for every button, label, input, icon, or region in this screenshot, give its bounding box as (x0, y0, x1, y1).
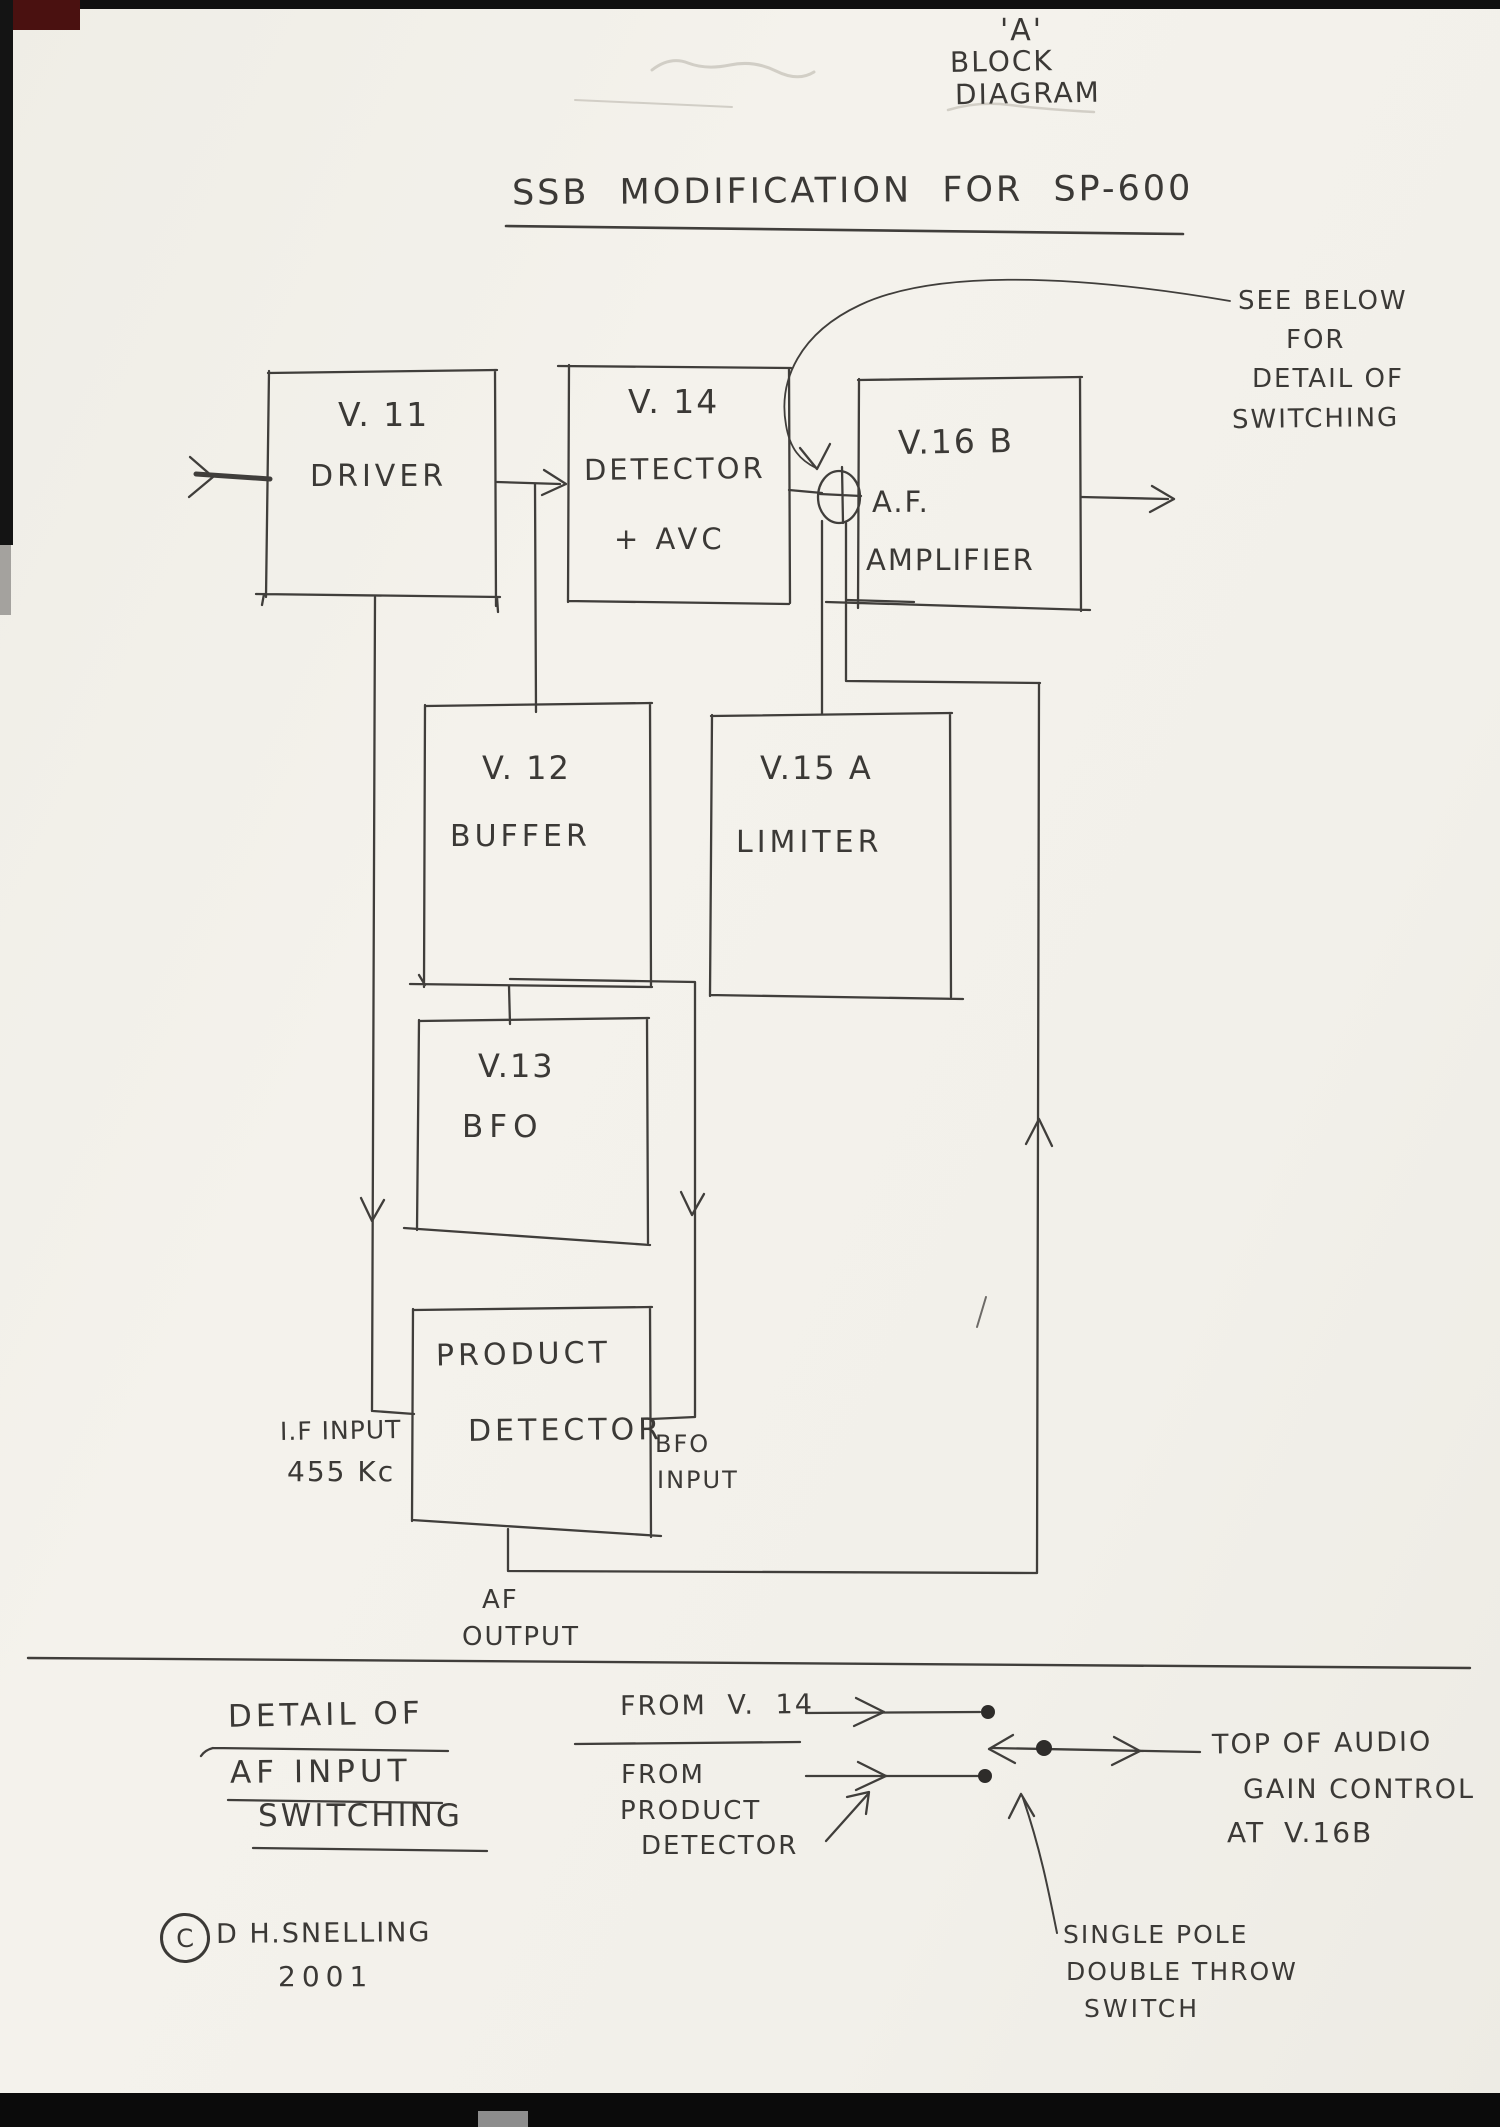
main-input-line (189, 457, 270, 497)
see-below-line2: FOR (1286, 325, 1346, 355)
af-output-line2: OUTPUT (462, 1622, 580, 1652)
corner-note-diagram: DIAGRAM (954, 75, 1102, 112)
v16b-name2: AMPLIFIER (866, 543, 1035, 577)
author-name: D H.SNELLING (215, 1917, 432, 1950)
v14-name: DETECTOR (583, 451, 766, 487)
af-output-line1: AF (482, 1585, 519, 1615)
from-v14-label: FROM V. 14 (619, 1688, 815, 1723)
switch-label-line3: SWITCH (1084, 1994, 1201, 2023)
v16b-name: A.F. (872, 485, 930, 519)
detail-heading-line2: AF INPUT (229, 1753, 412, 1791)
v13-name: BFO (462, 1109, 544, 1145)
detail-heading-line3: SWITCHING (258, 1798, 463, 1834)
from-product-pointer-arrow (826, 1792, 869, 1841)
product-detector-line1: PRODUCT (435, 1335, 612, 1374)
corner-note-a: 'A' (1000, 13, 1044, 48)
v14-id: V. 14 (628, 382, 720, 421)
switch-label-leader (1009, 1794, 1057, 1933)
v16b-id: V.16 B (897, 420, 1015, 463)
see-below-line4: SWITCHING (1231, 402, 1400, 436)
corner-note-block: BLOCK (949, 44, 1055, 79)
v11-to-v14-line (497, 470, 566, 712)
title-underline (506, 226, 1183, 234)
from-product-line2: PRODUCT (620, 1796, 762, 1826)
detail-heading-line1: DETAIL OF (227, 1695, 424, 1735)
switch-junction-circle (789, 467, 861, 523)
destination-line2: GAIN CONTROL (1243, 1774, 1475, 1805)
bfo-input-line2: INPUT (657, 1466, 739, 1494)
if-input-freq: 455 Kc (287, 1455, 396, 1488)
v15a-name: LIMITER (736, 825, 883, 860)
v15a-id: V.15 A (760, 749, 873, 787)
from-product-line1: FROM (621, 1760, 705, 1790)
see-below-line3: DETAIL OF (1252, 364, 1404, 394)
page-title: SSB MODIFICATION FOR SP-600 (511, 168, 1194, 214)
v16b-output-arrow (1081, 486, 1174, 512)
if-signal-rail (361, 597, 414, 1414)
see-below-line1: SEE BELOW (1238, 286, 1408, 316)
copyright-year: 2001 (278, 1960, 374, 1993)
from-product-line3: DETECTOR (641, 1831, 799, 1861)
section-divider-line (28, 1658, 1470, 1668)
destination-line1: TOP OF AUDIO (1211, 1726, 1433, 1761)
v12-id: V. 12 (482, 749, 571, 787)
v13-id: V.13 (478, 1047, 555, 1085)
copyright-letter: C (175, 1922, 195, 1954)
switch-wiper (989, 1735, 1200, 1765)
switch-label-line2: DOUBLE THROW (1066, 1957, 1298, 1986)
switch-label-line1: SINGLE POLE (1063, 1920, 1249, 1949)
v14-name2: + AVC (614, 522, 726, 556)
v11-name: DRIVER (310, 459, 448, 494)
v11-id: V. 11 (338, 395, 430, 434)
destination-line3: AT V.16B (1227, 1816, 1374, 1849)
v12-name: BUFFER (450, 819, 591, 854)
stray-mark (977, 1297, 986, 1327)
if-input-label: I.F INPUT (279, 1414, 402, 1447)
product-detector-line2: DETECTOR (467, 1412, 664, 1449)
bfo-input-line1: BFO (655, 1430, 711, 1458)
from-product-contact (806, 1762, 992, 1790)
from-v14-contact (806, 1698, 995, 1726)
